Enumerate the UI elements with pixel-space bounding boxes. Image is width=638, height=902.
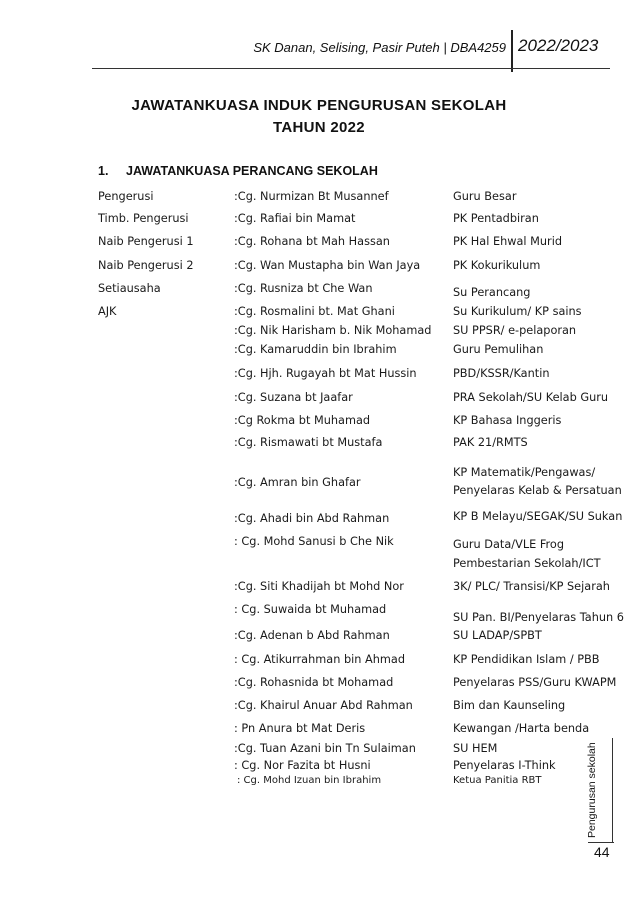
duty-cell: Guru Pemulihan: [453, 343, 544, 356]
name-cell: :Cg. Rafiai bin Mamat: [234, 212, 356, 225]
name-cell: :Cg. Wan Mustapha bin Wan Jaya: [234, 259, 421, 272]
role-cell: Setiausaha: [98, 282, 161, 295]
duty-cell-continued: Pembestarian Sekolah/ICT: [453, 557, 601, 570]
side-label: Pengurusan sekolah: [586, 742, 598, 838]
duty-cell: Bim dan Kaunseling: [453, 699, 566, 712]
page-number: 44: [594, 844, 610, 860]
name-cell: :Cg. Kamaruddin bin Ibrahim: [234, 343, 397, 356]
page-title: JAWATANKUASA INDUK PENGURUSAN SEKOLAH: [131, 97, 507, 114]
role-cell: Naib Pengerusi 2: [98, 259, 194, 272]
name-cell: :Cg. Ahadi bin Abd Rahman: [234, 512, 390, 525]
name-cell: : Cg. Suwaida bt Muhamad: [234, 603, 387, 616]
duty-cell: Kewangan /Harta benda: [453, 722, 590, 735]
header-divider: [511, 30, 513, 72]
duty-cell: Penyelaras PSS/Guru KWAPM: [453, 676, 617, 689]
duty-cell: PBD/KSSR/Kantin: [453, 367, 550, 380]
name-cell: :Cg. Khairul Anuar Abd Rahman: [234, 699, 413, 712]
name-cell: :Cg Rokma bt Muhamad: [234, 414, 371, 427]
duty-cell: Su Perancang: [453, 286, 531, 299]
side-rule: [612, 738, 613, 842]
name-cell: :Cg. Rusniza bt Che Wan: [234, 282, 373, 295]
role-cell: Timb. Pengerusi: [98, 212, 189, 225]
duty-cell: SU LADAP/SPBT: [453, 629, 542, 642]
name-cell: : Cg. Mohd Izuan bin Ibrahim: [237, 775, 382, 786]
duty-cell: SU Pan. BI/Penyelaras Tahun 6: [453, 611, 624, 624]
page-subtitle: TAHUN 2022: [273, 119, 365, 136]
page-number-rule: [588, 842, 614, 843]
duty-cell: 3K/ PLC/ Transisi/KP Sejarah: [453, 580, 610, 593]
name-cell: :Cg. Rosmalini bt. Mat Ghani: [234, 305, 395, 318]
section-number: 1.: [98, 164, 109, 178]
header-school: SK Danan, Selising, Pasir Puteh | DBA4259: [253, 40, 506, 55]
name-cell: : Cg. Atikurrahman bin Ahmad: [234, 653, 405, 666]
section-heading: [98, 164, 378, 178]
name-cell: :Cg. Siti Khadijah bt Mohd Nor: [234, 580, 404, 593]
duty-cell: SU HEM: [453, 742, 498, 755]
name-cell: : Cg. Mohd Sanusi b Che Nik: [234, 535, 394, 548]
role-cell: Naib Pengerusi 1: [98, 235, 194, 248]
section-title: JAWATANKUASA PERANCANG SEKOLAH: [126, 164, 378, 178]
duty-cell: PK Pentadbiran: [453, 212, 539, 225]
name-cell: :Cg. Rohasnida bt Mohamad: [234, 676, 394, 689]
duty-cell: PRA Sekolah/SU Kelab Guru: [453, 391, 609, 404]
role-cell: AJK: [98, 305, 117, 318]
header-year: 2022/2023: [518, 36, 599, 55]
name-cell: :Cg. Tuan Azani bin Tn Sulaiman: [234, 742, 416, 755]
duty-cell: Penyelaras I-Think: [453, 759, 556, 772]
duty-cell: Ketua Panitia RBT: [453, 775, 542, 786]
name-cell: :Cg. Adenan b Abd Rahman: [234, 629, 390, 642]
duty-cell: Su Kurikulum/ KP sains: [453, 305, 582, 318]
name-cell: :Cg. Nik Harisham b. Nik Mohamad: [234, 324, 432, 337]
duty-cell: PK Kokurikulum: [453, 259, 541, 272]
duty-cell: KP Matematik/Pengawas/: [453, 466, 596, 479]
name-cell: :Cg. Nurmizan Bt Musannef: [234, 190, 389, 203]
duty-cell: Guru Data/VLE Frog: [453, 538, 564, 551]
duty-cell: PK Hal Ehwal Murid: [453, 235, 563, 248]
duty-cell: SU PPSR/ e-pelaporan: [453, 324, 577, 337]
name-cell: :Cg. Hjh. Rugayah bt Mat Hussin: [234, 367, 417, 380]
name-cell: :Cg. Rismawati bt Mustafa: [234, 436, 383, 449]
duty-cell-continued: Penyelaras Kelab & Persatuan: [453, 484, 622, 497]
name-cell: : Pn Anura bt Mat Deris: [234, 722, 366, 735]
header-rule: [92, 68, 610, 69]
name-cell: :Cg. Suzana bt Jaafar: [234, 391, 353, 404]
duty-cell: KP B Melayu/SEGAK/SU Sukan: [453, 510, 623, 523]
role-cell: Pengerusi: [98, 190, 154, 203]
duty-cell: KP Bahasa Inggeris: [453, 414, 562, 427]
duty-cell: KP Pendidikan Islam / PBB: [453, 653, 600, 666]
name-cell: : Cg. Nor Fazita bt Husni: [234, 759, 371, 772]
duty-cell: PAK 21/RMTS: [453, 436, 528, 449]
duty-cell: Guru Besar: [453, 190, 517, 203]
name-cell: :Cg. Rohana bt Mah Hassan: [234, 235, 390, 248]
name-cell: :Cg. Amran bin Ghafar: [234, 476, 361, 489]
